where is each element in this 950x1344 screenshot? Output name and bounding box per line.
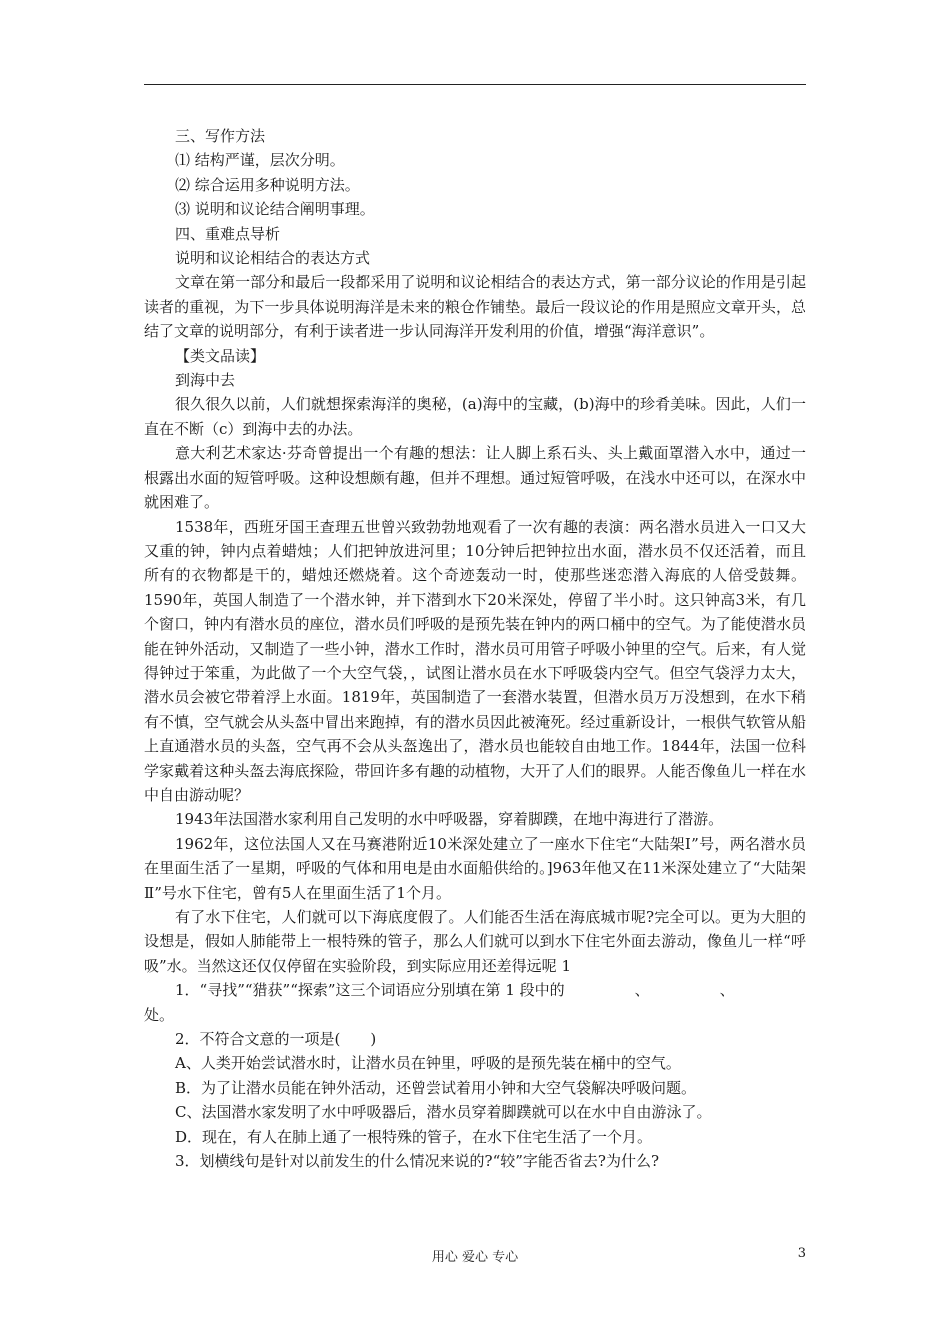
question-1 bbox=[144, 978, 806, 1002]
option-c: C、法国潜水家发明了水中呼吸器后，潜水员穿着脚蹼就可以在水中自由游泳了。 bbox=[175, 1103, 712, 1122]
footer-motto: 用心 爱心 专心 bbox=[431, 1250, 519, 1265]
option-d: D．现在，有人在肺上通了一根特殊的管子，在水下住宅生活了一个月。 bbox=[175, 1127, 653, 1146]
section-heading: 三、写作方法 bbox=[175, 127, 266, 145]
blank-separator: 、 bbox=[634, 981, 650, 1000]
paragraph: 意大利艺术家达·芬奇曾提出一个有趣的想法：让人脚上系石头、头上戴面罩潜入水中，通过一根露出水面的短管呼吸。这种设想颇有趣，但并不理想。通过短管呼吸，在浅水中还可以，在深水中就困难了。 bbox=[144, 444, 806, 512]
list-item: ⑴ 结构严谨，层次分明。 bbox=[175, 151, 345, 170]
paragraph: 文章在第一部分和最后一段都采用了说明和议论相结合的表达方式，第一部分议论的作用是引起读者的重视，为下一步具体说明海洋是未来的粮仓作铺垫。最后一段议论的作用是照应文章开头，总结了文章的说明部分，有利于读者进一步认同海洋开发利用的价值，增强“海洋意识”。 bbox=[144, 273, 806, 341]
question-3: 3．划横线句是针对以前发生的什么情况来说的?“较”字能否省去?为什么? bbox=[175, 1152, 660, 1171]
paragraph: 1962年，这位法国人又在马赛港附近10米深处建立了一座水下住宅“大陆架Ⅰ”号，两名潜水员在里面生活了一星期，呼吸的气体和用电是由水面船供给的。]963年他又在11米深处建立了“大陆架Ⅱ”号水下住宅，曾有5人在里面生活了1个月。 bbox=[144, 834, 806, 902]
question-text: 1．“寻找”“猎获”“探索”这三个词语应分别填在第 1 段中的 bbox=[175, 981, 565, 1000]
option-a: A、人类开始尝试潜水时，让潜水员在钟里，呼吸的是预先装在桶中的空气。 bbox=[175, 1054, 681, 1073]
header-rule bbox=[144, 84, 806, 85]
list-item: ⑵ 综合运用多种说明方法。 bbox=[175, 175, 360, 194]
reading-title: 到海中去 bbox=[175, 371, 236, 390]
page-number: 3 bbox=[797, 1246, 806, 1261]
list-item: ⑶ 说明和议论结合阐明事理。 bbox=[175, 200, 375, 219]
reading-heading: 【类文品读】 bbox=[175, 346, 266, 365]
paragraph: 很久很久以前，人们就想探索海洋的奥秘，(a)海中的宝藏，(b)海中的珍肴美味。因此，人们一直在不断（c）到海中去的办法。 bbox=[144, 395, 806, 438]
question-1-end: 处。 bbox=[144, 1005, 175, 1024]
option-b: B．为了让潜水员能在钟外活动，还曾尝试着用小钟和大空气袋解决呼吸问题。 bbox=[175, 1078, 697, 1097]
section-heading: 四、重难点导析 bbox=[175, 224, 281, 243]
section-subtitle: 说明和议论相结合的表达方式 bbox=[175, 249, 371, 268]
question-2: 2．不符合文意的一项是( ) bbox=[175, 1030, 377, 1049]
paragraph: 有了水下住宅，人们就可以下海底度假了。人们能否生活在海底城市呢?完全可以。更为大胆的设想是，假如人肺能带上一根特殊的管子，那么人们就可以到水下住宅外面去游动，像鱼儿一样“呼吸”水。当然这还仅仅停留在实验阶段，到实际应用还差得远呢 1 bbox=[144, 908, 806, 975]
paragraph: 1943年法国潜水家利用自己发明的水中呼吸器，穿着脚蹼，在地中海进行了潜游。 bbox=[175, 810, 724, 829]
paragraph: 1538年，西班牙国王查理五世曾兴致勃勃地观看了一次有趣的表演：两名潜水员进入一口又大又重的钟，钟内点着蜡烛；人们把钟放进河里；10分钟后把钟拉出水面，潜水员不仅还活着，而且所有的衣物都是干的，蜡烛还燃烧着。这个奇迹轰动一时，使那些迷恋潜入海底的人倍受鼓舞。1590年，英国人制造了一个潜水钟，并下潜到水下20米深处，停留了半小时。这只钟高3米，有几个窗口，钟内有潜水员的座位，潜水员们呼吸的是预先装在钟内的两口桶中的空气。为了能使潜水员能在钟外活动，又制造了一些小钟，潜水工作时，潜水员可用管子呼吸小钟里的空气。后来，有人觉得钟过于笨重，为此做了一个大空气袋，，试图让潜水员在水下呼吸袋内空气。但空气袋浮力太大，潜水员会被它带着浮上水面。1819年，英国制造了一套潜水装置，但潜水员万万没想到，在水下稍有不慎，空气就会从头盔中冒出来跑掉，有的潜水员因此被淹死。经过重新设计，一根供气软管从船上直通潜水员的头盔，空气再不会从头盔逸出了，潜水员也能较自由地工作。1844年，法国一位科学家戴着这种头盔去海底探险，带回许多有趣的动植物，大开了人们的眼界。人能否像鱼儿一样在水中自由游动呢？ bbox=[144, 517, 806, 804]
page-content bbox=[144, 124, 806, 1173]
blank-separator: 、 bbox=[719, 981, 735, 1000]
